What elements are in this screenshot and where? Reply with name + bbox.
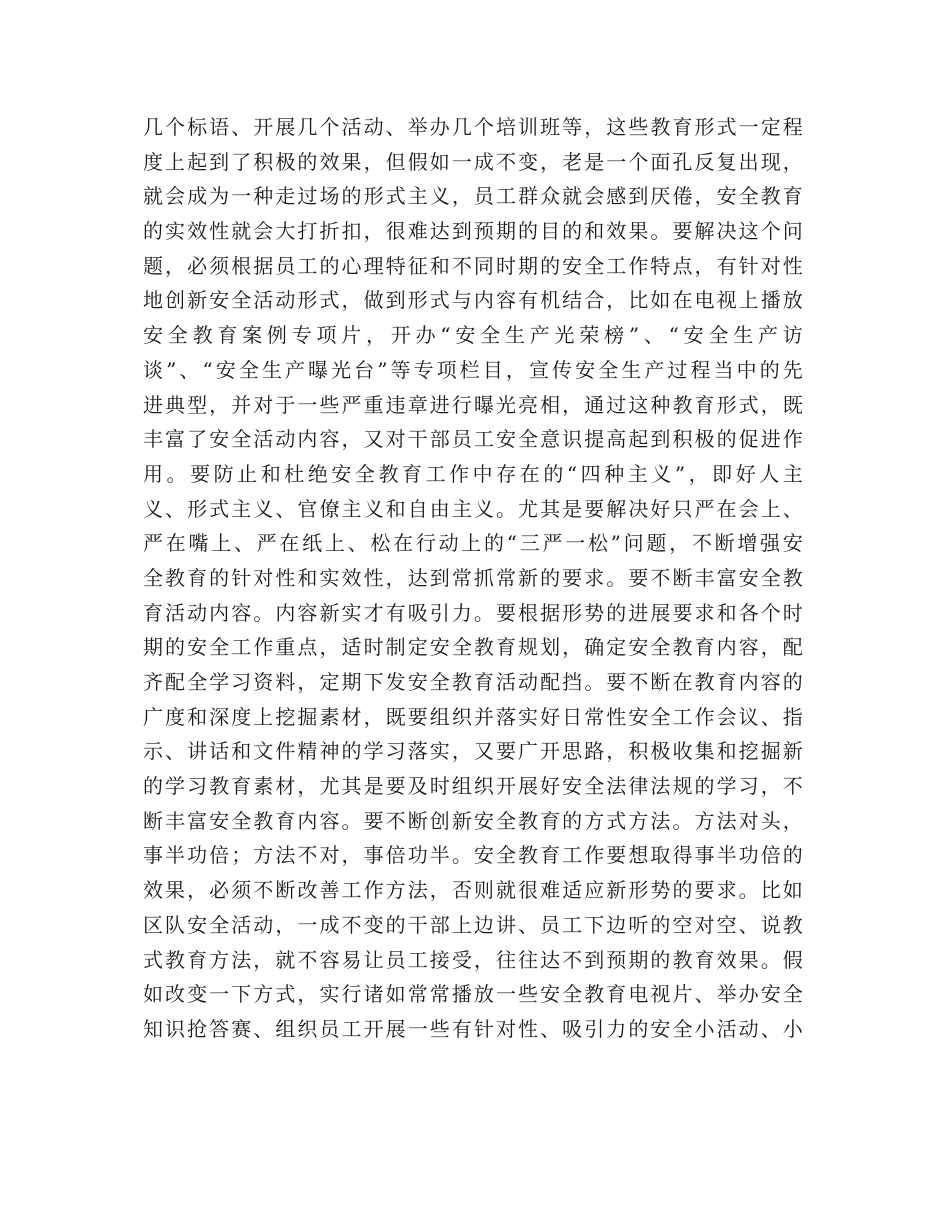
text-line: 齐配全学习资料，定期下发安全教育活动配挡。要不断在教育内容的 [143, 670, 803, 694]
text-line: 式教育方法，就不容易让员工接受，往往达不到预期的教育效果。假 [143, 947, 803, 972]
text-line: 严在嘴上、严在纸上、松在行动上的“三严一松”问题，不断增强安 [143, 531, 803, 556]
text-line: 育活动内容。内容新实才有吸引力。要根据形势的进展要求和各个时 [143, 600, 803, 625]
text-line: 几个标语、开展几个活动、举办几个培训班等，这些教育形式一定程 [143, 115, 803, 139]
body-text [143, 110, 803, 1047]
text-line: 的学习教育素材，尤其是要及时组织开展好安全法律法规的学习，不 [143, 774, 803, 799]
text-line: 的实效性就会大打折扣，很难达到预期的目的和效果。要解决这个问 [143, 219, 803, 244]
text-line: 知识抢答赛、组织员工开展一些有针对性、吸引力的安全小活动、小 [143, 1016, 803, 1041]
text-line: 度上起到了积极的效果，但假如一成不变，老是一个面孔反复出现， [143, 149, 803, 174]
text-line: 安全教育案例专项片，开办“安全生产光荣榜”、“安全生产访 [143, 323, 803, 348]
text-line: 事半功倍；方法不对，事倍功半。安全教育工作要想取得事半功倍的 [143, 843, 803, 868]
text-line: 全教育的针对性和实效性，达到常抓常新的要求。要不断丰富安全教 [143, 565, 803, 590]
text-line: 区队安全活动，一成不变的干部上边讲、员工下边听的空对空、说教 [143, 912, 803, 937]
text-line: 断丰富安全教育内容。要不断创新安全教育的方式方法。方法对头， [143, 808, 803, 833]
text-line: 进典型，并对于一些严重违章进行曝光亮相，通过这种教育形式，既 [143, 392, 803, 417]
text-line: 就会成为一种走过场的形式主义，员工群众就会感到厌倦，安全教育 [143, 184, 803, 209]
text-line: 期的安全工作重点，适时制定安全教育规划，确定安全教育内容，配 [143, 635, 803, 660]
text-line: 谈”、“安全生产曝光台”等专项栏目，宣传安全生产过程当中的先 [143, 357, 803, 382]
text-line: 效果，必须不断改善工作方法，否则就很难适应新形势的要求。比如 [143, 878, 803, 903]
text-line: 广度和深度上挖掘素材，既要组织并落实好日常性安全工作会议、指 [143, 704, 803, 729]
text-line: 地创新安全活动形式，做到形式与内容有机结合，比如在电视上播放 [143, 288, 803, 313]
text-line: 丰富了安全活动内容，又对干部员工安全意识提高起到积极的促进作 [143, 427, 803, 452]
text-line: 如改变一下方式，实行诸如常常播放一些安全教育电视片、举办安全 [143, 982, 803, 1007]
text-line: 题，必须根据员工的心理特征和不同时期的安全工作特点，有针对性 [143, 253, 803, 278]
text-line: 用。要防止和杜绝安全教育工作中存在的“四种主义”，即好人主 [143, 461, 803, 486]
text-line: 义、形式主义、官僚主义和自由主义。尤其是要解决好只严在会上、 [143, 496, 803, 521]
text-line: 示、讲话和文件精神的学习落实，又要广开思路，积极收集和挖掘新 [143, 739, 803, 764]
